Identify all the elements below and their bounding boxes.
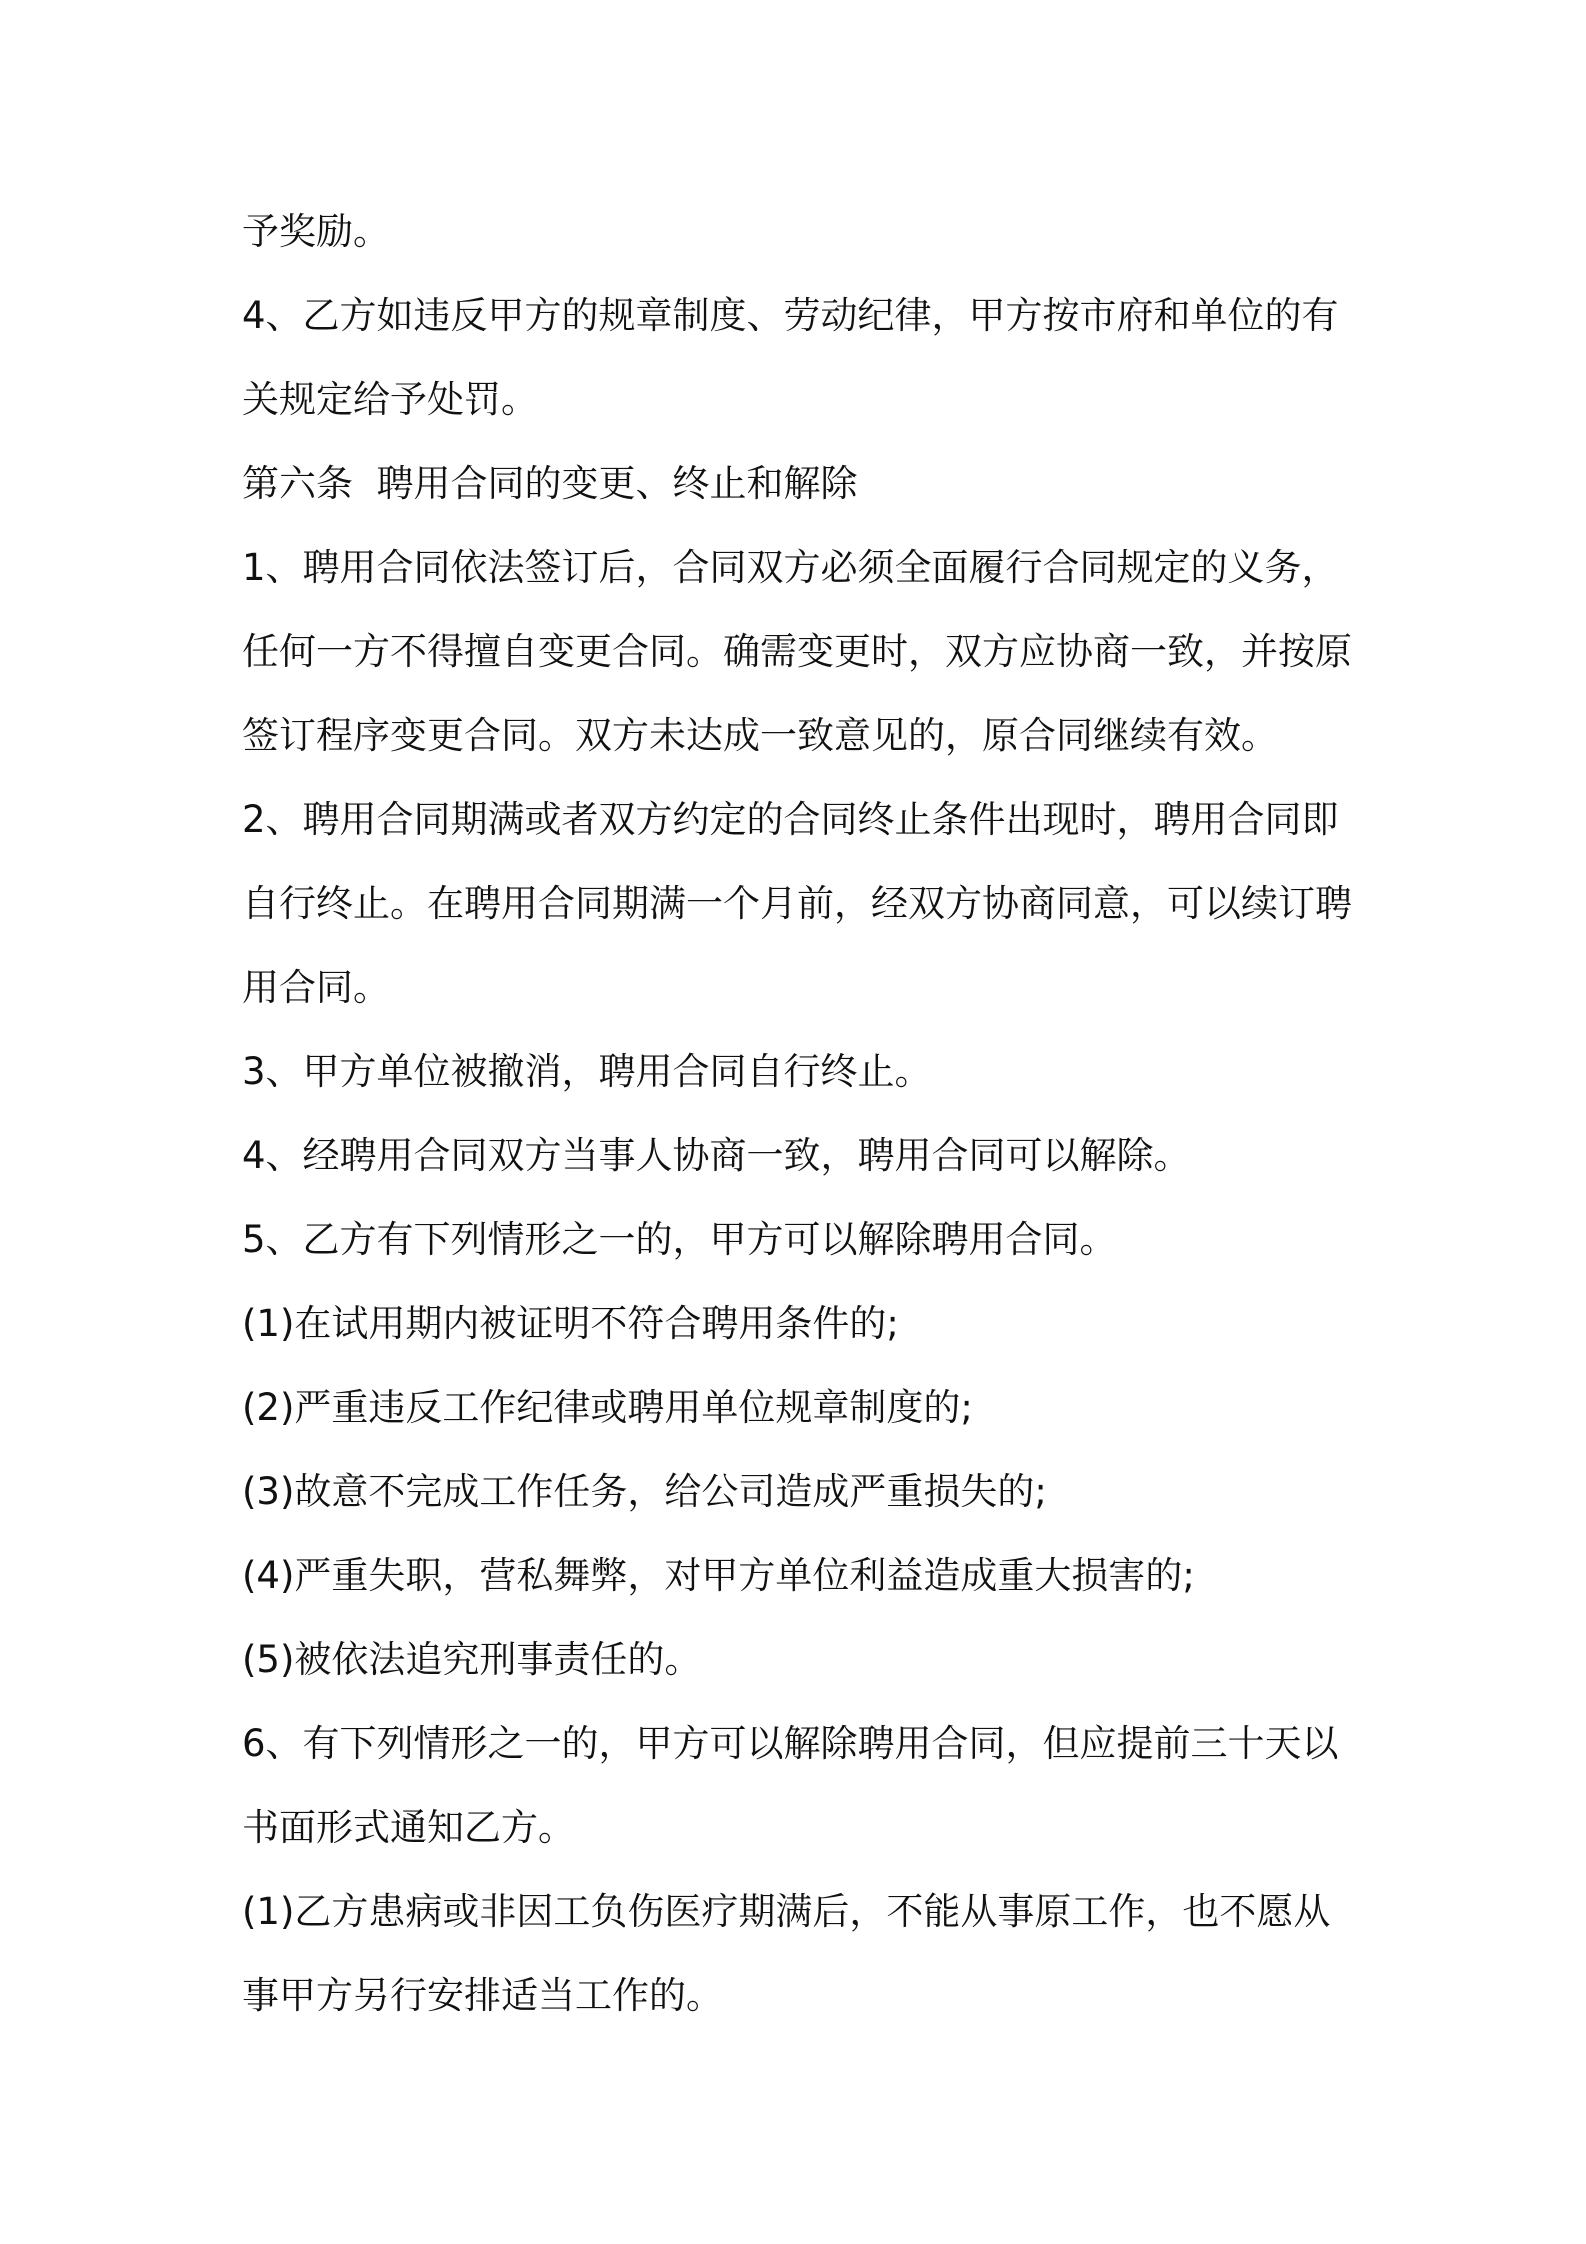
text-line: (1)乙方患病或非因工负伤医疗期满后，不能从事原工作，也不愿从 [242,1890,1331,1933]
text-line: 关规定给予处罚。 [242,378,538,421]
text-line: 2、聘用合同期满或者双方约定的合同终止条件出现时，聘用合同即 [242,798,1339,841]
section-heading: 第六条 聘用合同的变更、终止和解除 [242,462,858,505]
document-body [242,190,1362,2038]
text-line: 3、甲方单位被撤消，聘用合同自行终止。 [242,1050,932,1093]
text-line: (3)故意不完成工作任务，给公司造成严重损失的; [242,1470,1047,1513]
text-line: 予奖励。 [242,210,390,253]
text-line: (5)被依法追究刑事责任的。 [242,1638,702,1681]
text-line: 5、乙方有下列情形之一的，甲方可以解除聘用合同。 [242,1218,1117,1261]
text-line: 用合同。 [242,966,390,1009]
text-line: 4、经聘用合同双方当事人协商一致，聘用合同可以解除。 [242,1134,1191,1177]
text-line: (4)严重失职，营私舞弊，对甲方单位利益造成重大损害的; [242,1554,1195,1597]
text-line: 签订程序变更合同。双方未达成一致意见的，原合同继续有效。 [242,714,1278,757]
text-line: 书面形式通知乙方。 [242,1806,575,1849]
text-line: 6、有下列情形之一的，甲方可以解除聘用合同，但应提前三十天以 [242,1722,1339,1765]
text-line: 4、乙方如违反甲方的规章制度、劳动纪律，甲方按市府和单位的有 [242,294,1339,337]
text-line: (2)严重违反工作纪律或聘用单位规章制度的; [242,1386,973,1429]
text-line: (1)在试用期内被证明不符合聘用条件的; [242,1302,899,1345]
text-line: 自行终止。在聘用合同期满一个月前，经双方协商同意，可以续订聘 [242,882,1352,925]
text-line: 任何一方不得擅自变更合同。确需变更时，双方应协商一致，并按原 [242,630,1352,673]
text-line: 事甲方另行安排适当工作的。 [242,1974,723,2017]
text-line: 1、聘用合同依法签订后，合同双方必须全面履行合同规定的义务， [242,546,1339,589]
